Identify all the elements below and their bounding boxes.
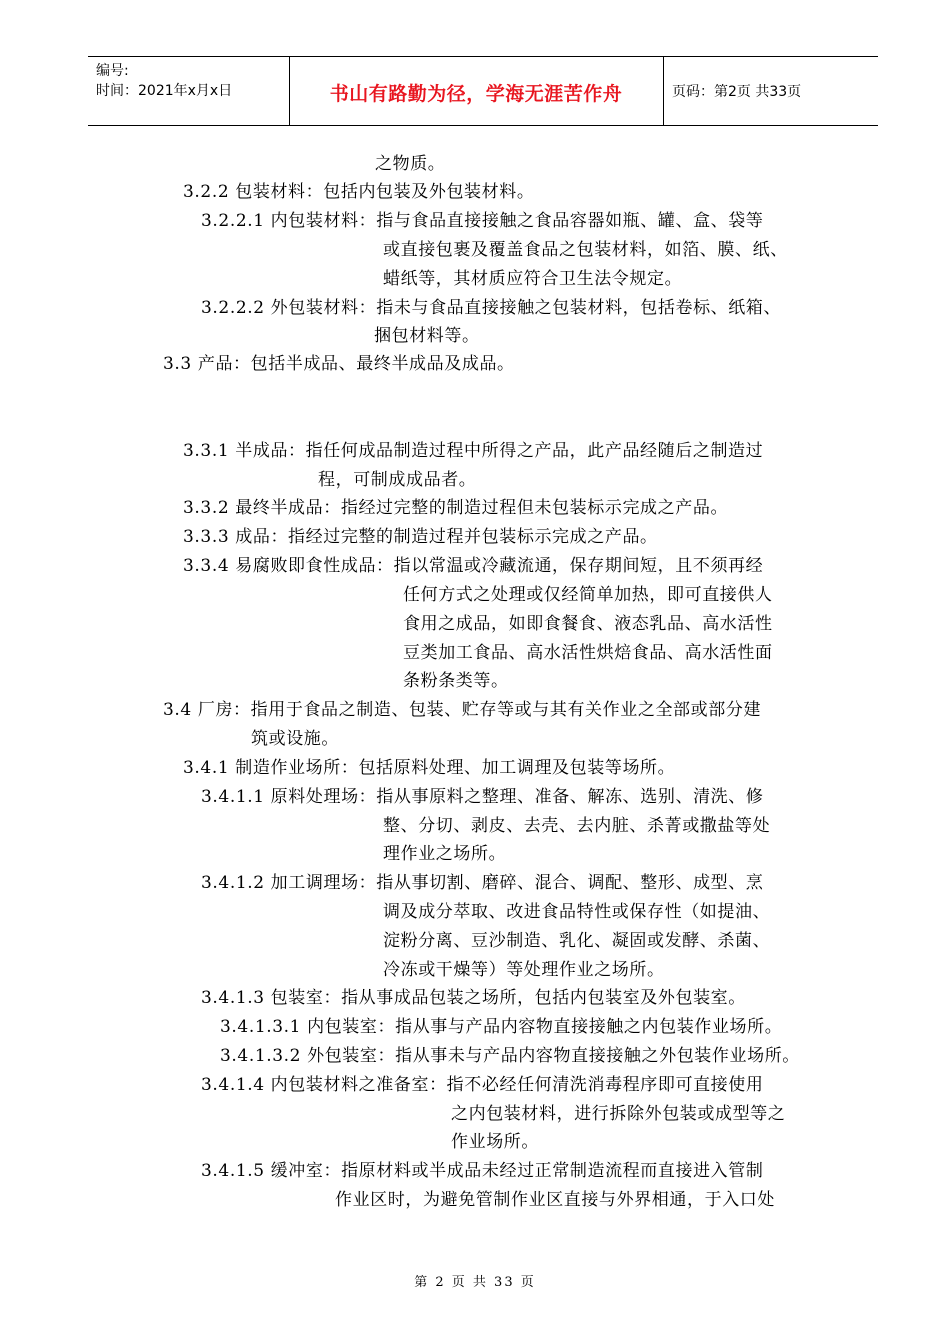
- text-line: 3.4 厂房：指用于食品之制造、包装、贮存等或与其有关作业之全部或部分建: [163, 700, 762, 720]
- header-motto: 书山有路勤为径，学海无涯苦作舟: [329, 83, 623, 105]
- page-header: [88, 56, 878, 126]
- text-line: 3.2.2.2 外包装材料：指未与食品直接接触之包装材料，包括卷标、纸箱、: [201, 298, 782, 318]
- text-line: 条粉条类等。: [403, 671, 509, 691]
- text-line: 之物质。: [375, 154, 446, 174]
- text-line: 3.3.4 易腐败即食性成品：指以常温或冷藏流通，保存期间短，且不须再经: [183, 556, 764, 576]
- header-page-info: 页码：第2页 共33页: [672, 84, 802, 100]
- text-line: 3.3 产品：包括半成品、最终半成品及成品。: [163, 354, 515, 374]
- text-line: 3.4.1.3.2 外包装室：指从事未与产品内容物直接接触之外包装作业场所。: [220, 1046, 800, 1066]
- header-number-label: 编号:: [96, 63, 129, 79]
- header-divider-right: [663, 57, 664, 125]
- text-line: 3.3.2 最终半成品：指经过完整的制造过程但未包装标示完成之产品。: [183, 498, 729, 518]
- text-line: 理作业之场所。: [383, 844, 507, 864]
- text-line: 筑或设施。: [251, 729, 339, 749]
- text-line: 豆类加工食品、高水活性烘焙食品、高水活性面: [403, 643, 773, 663]
- text-line: 3.4.1.3 包装室：指从事成品包装之场所，包括内包装室及外包装室。: [201, 988, 746, 1008]
- header-time-label: 时间：2021年x月x日: [96, 83, 233, 99]
- text-line: 蜡纸等，其材质应符合卫生法令规定。: [383, 269, 683, 289]
- text-line: 3.3.1 半成品：指任何成品制造过程中所得之产品，此产品经随后之制造过: [183, 441, 764, 461]
- text-line: 3.4.1.3.1 内包装室：指从事与产品内容物直接接触之内包装作业场所。: [220, 1017, 783, 1037]
- text-line: 捆包材料等。: [374, 326, 480, 346]
- text-line: 食用之成品，如即食餐食、液态乳品、高水活性: [403, 614, 773, 634]
- page-footer: 第 2 页 共 33 页: [414, 1275, 536, 1290]
- text-line: 任何方式之处理或仅经简单加热，即可直接供人: [403, 585, 773, 605]
- text-line: 3.4.1.5 缓冲室：指原材料或半成品未经过正常制造流程而直接进入管制: [201, 1161, 764, 1181]
- header-meta: [96, 61, 232, 101]
- text-line: 或直接包裹及覆盖食品之包装材料，如箔、膜、纸、: [383, 240, 788, 260]
- text-line: 作业场所。: [451, 1132, 539, 1152]
- text-line: 3.4.1.2 加工调理场：指从事切割、磨碎、混合、调配、整形、成型、烹: [201, 873, 764, 893]
- text-line: 3.4.1 制造作业场所：包括原料处理、加工调理及包装等场所。: [183, 758, 676, 778]
- text-line: 3.4.1.1 原料处理场：指从事原料之整理、准备、解冻、选别、清洗、修: [201, 787, 764, 807]
- text-line: 3.3.3 成品：指经过完整的制造过程并包装标示完成之产品。: [183, 527, 658, 547]
- text-line: 作业区时，为避免管制作业区直接与外界相通，于入口处: [335, 1190, 775, 1210]
- text-line: 淀粉分离、豆沙制造、乳化、凝固或发酵、杀菌、: [383, 931, 771, 951]
- text-line: 整、分切、剥皮、去壳、去内脏、杀菁或撒盐等处: [383, 816, 771, 836]
- text-line: 调及成分萃取、改进食品特性或保存性（如提油、: [383, 902, 771, 922]
- text-line: 程，可制成成品者。: [318, 470, 477, 490]
- text-line: 冷冻或干燥等）等处理作业之场所。: [383, 960, 665, 980]
- text-line: 3.2.2 包装材料：包括内包装及外包装材料。: [183, 182, 535, 202]
- text-line: 3.2.2.1 内包装材料：指与食品直接接触之食品容器如瓶、罐、盒、袋等: [201, 211, 764, 231]
- text-line: 3.4.1.4 内包装材料之准备室：指不必经任何清洗消毒程序即可直接使用: [201, 1075, 764, 1095]
- text-line: 之内包装材料，进行拆除外包装或成型等之: [451, 1104, 786, 1124]
